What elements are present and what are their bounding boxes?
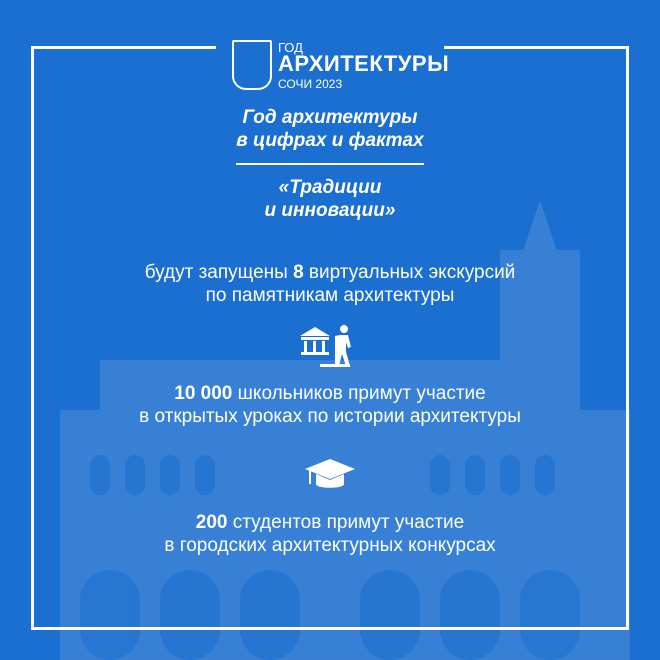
- title: Год архитектуры в цифрах и фактах: [236, 107, 424, 151]
- graduation-cap-icon: [305, 459, 355, 493]
- subtitle: «Традиции и инновации»: [264, 177, 396, 221]
- logo-line3: СОЧИ 2023: [278, 77, 343, 91]
- year-of-architecture-logo: [232, 36, 450, 96]
- divider: [236, 163, 424, 165]
- fact-3: 200 студентов примут участие в городских архитектурных конкурсах: [164, 512, 496, 556]
- fact-2: 10 000 школьников примут участие в открытых уроках по истории архитектуры: [139, 383, 521, 427]
- museum-visitor-icon: [298, 324, 362, 370]
- sochi-crest-icon: [232, 40, 272, 90]
- logo-line1: ГОД: [278, 40, 303, 55]
- fact-1: будут запущены 8 виртуальных экскурсий по памятникам архитектуры: [144, 262, 516, 306]
- logo-line2: АРХИТЕКТУРЫ: [278, 51, 450, 76]
